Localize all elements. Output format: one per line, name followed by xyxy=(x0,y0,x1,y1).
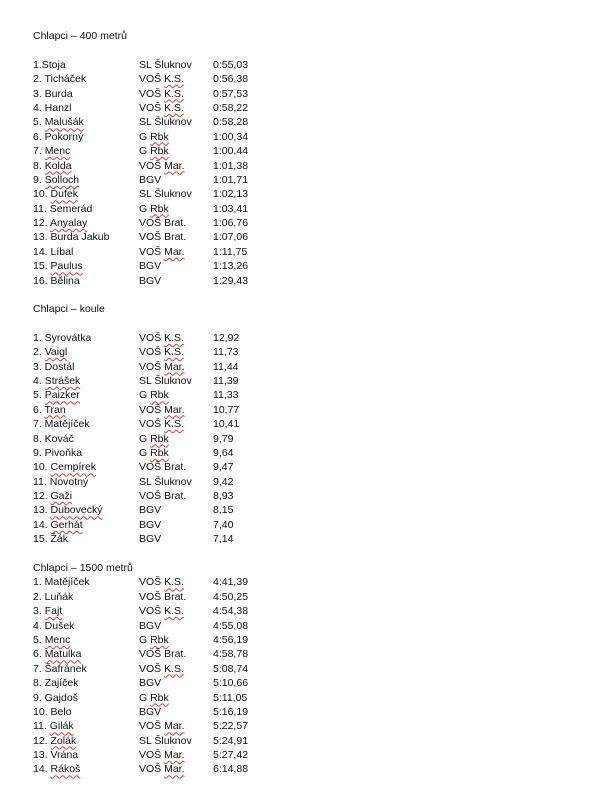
result-row xyxy=(33,575,293,589)
result-row xyxy=(33,604,293,618)
athlete-name: 3. Burda xyxy=(33,87,73,100)
athlete-name: 13. Burda Jakub xyxy=(33,231,110,244)
result-row xyxy=(33,619,293,633)
result-row xyxy=(33,403,293,417)
result-row xyxy=(33,633,293,647)
result-value: 11,44 xyxy=(213,360,239,373)
result-row xyxy=(33,58,293,72)
club-name: VOŠ Mar. xyxy=(139,720,185,733)
result-value: 5:22,57 xyxy=(213,720,249,733)
result-row xyxy=(33,274,293,288)
club-name: VOŠ Mar. xyxy=(139,245,185,258)
spacer xyxy=(33,316,293,330)
athlete-name: 11. Novotný xyxy=(33,475,89,488)
results-list xyxy=(33,331,293,547)
result-row xyxy=(33,432,293,446)
club-name: VOŠ K.S. xyxy=(139,331,184,344)
result-row xyxy=(33,676,293,690)
result-value: 7,14 xyxy=(213,533,234,546)
result-value: 10,77 xyxy=(213,403,240,416)
result-value: 9,42 xyxy=(213,475,234,488)
athlete-name: 4. Hanzl xyxy=(33,101,72,114)
result-value: 1:01,38 xyxy=(213,159,249,172)
result-row xyxy=(33,259,293,273)
club-name: G Rbk xyxy=(139,432,169,445)
results-1500m xyxy=(33,561,293,777)
club-name: VOŠ Mar. xyxy=(139,159,185,172)
results-shot-put xyxy=(33,302,293,547)
result-row xyxy=(33,489,293,503)
result-row xyxy=(33,388,293,402)
club-name: G Rbk xyxy=(139,130,169,143)
result-row xyxy=(33,187,293,201)
result-value: 4:55,08 xyxy=(213,619,249,632)
club-name: VOŠ Mar. xyxy=(139,763,185,776)
result-value: 10,41 xyxy=(213,418,240,431)
result-value: 5:27,42 xyxy=(213,749,249,762)
club-name: BGV xyxy=(139,504,162,517)
club-name: G Rbk xyxy=(139,202,169,215)
athlete-name: 8. Kováč xyxy=(33,432,74,445)
club-name: BGV xyxy=(139,274,162,287)
result-value: 11,73 xyxy=(213,346,239,359)
athlete-name: 8. Zajíček xyxy=(33,677,79,690)
athlete-name: 2. Luňák xyxy=(33,590,74,603)
result-value: 9,79 xyxy=(213,432,234,445)
club-name: VOŠ K.S. xyxy=(139,418,184,431)
club-name: VOŠ K.S. xyxy=(139,73,184,86)
club-name: BGV xyxy=(139,705,162,718)
athlete-name: 12. Gaži xyxy=(33,490,73,503)
club-name: BGV xyxy=(139,173,162,186)
club-name: VOŠ K.S. xyxy=(139,87,184,100)
athlete-name: 1. Matějíček xyxy=(33,576,90,589)
athlete-name: 9. Gajdoš xyxy=(33,691,78,704)
athlete-name: 7. Menc xyxy=(33,145,71,158)
athlete-name: 16. Bělina xyxy=(33,274,80,287)
athlete-name: 14. Rákoš xyxy=(33,763,81,776)
result-value: 7,40 xyxy=(213,518,234,531)
club-name: BGV xyxy=(139,260,162,273)
result-value: 8,15 xyxy=(213,504,234,517)
results-list xyxy=(33,575,293,776)
club-name: G Rbk xyxy=(139,389,169,402)
athlete-name: 9. Pivoňka xyxy=(33,446,83,459)
club-name: VOŠ Brat. xyxy=(139,461,187,474)
result-row xyxy=(33,216,293,230)
result-value: 1:07,06 xyxy=(213,231,249,244)
club-name: VOŠ Brat. xyxy=(139,490,187,503)
athlete-name: 3. Fajt xyxy=(33,605,63,618)
club-name: VOŠ Mar. xyxy=(139,749,185,762)
club-name: G Rbk xyxy=(139,633,169,646)
club-name: SL Šluknov xyxy=(139,734,192,747)
result-value: 0:55,03 xyxy=(213,58,249,71)
club-name: SL Šluknov xyxy=(139,188,192,201)
result-row xyxy=(33,532,293,546)
athlete-name: 5. Malušák xyxy=(33,116,84,129)
club-name: G Rbk xyxy=(139,145,169,158)
result-value: 1:13,26 xyxy=(213,260,249,273)
result-row xyxy=(33,202,293,216)
result-value: 0:58,28 xyxy=(213,116,249,129)
athlete-name: 6. Tran xyxy=(33,403,66,416)
club-name: VOŠ K.S. xyxy=(139,662,184,675)
result-row xyxy=(33,159,293,173)
result-row xyxy=(33,460,293,474)
club-name: SL Šluknov xyxy=(139,58,192,71)
result-value: 9,64 xyxy=(213,446,234,459)
athlete-name: 10. Dufek xyxy=(33,188,78,201)
club-name: VOŠ Brat. xyxy=(139,217,187,230)
athlete-name: 13. Dubovecký xyxy=(33,504,103,517)
club-name: G Rbk xyxy=(139,446,169,459)
result-value: 4:54,38 xyxy=(213,605,249,618)
athlete-name: 3. Dostál xyxy=(33,360,75,373)
result-value: 4:50,25 xyxy=(213,590,249,603)
club-name: VOŠ Mar. xyxy=(139,360,185,373)
result-value: 5:10,66 xyxy=(213,677,249,690)
result-value: 12,92 xyxy=(213,331,240,344)
club-name: VOŠ Brat. xyxy=(139,231,187,244)
athlete-name: 1. Syrovátka xyxy=(33,331,92,344)
athlete-name: 14. Líbal xyxy=(33,245,74,258)
athlete-name: 11. Semerád xyxy=(33,202,93,215)
section-heading: Chlapci – 400 metrů xyxy=(33,30,127,42)
athlete-name: 2. Vaigl xyxy=(33,346,68,359)
result-row xyxy=(33,374,293,388)
section-heading: Chlapci – 1500 metrů xyxy=(33,562,133,574)
result-value: 0:56,38 xyxy=(213,73,249,86)
result-row xyxy=(33,475,293,489)
result-value: 4:58,78 xyxy=(213,648,249,661)
club-name: VOŠ Brat. xyxy=(139,590,187,603)
result-row xyxy=(33,345,293,359)
result-value: 9,47 xyxy=(213,461,234,474)
result-row xyxy=(33,691,293,705)
result-row xyxy=(33,360,293,374)
result-value: 11,39 xyxy=(213,374,239,387)
club-name: BGV xyxy=(139,677,162,690)
result-row xyxy=(33,590,293,604)
athlete-name: 10. Cempírek xyxy=(33,461,97,474)
result-row xyxy=(33,647,293,661)
result-value: 5:11,05 xyxy=(213,691,248,704)
club-name: BGV xyxy=(139,518,162,531)
result-row xyxy=(33,518,293,532)
athlete-name: 14. Gerhát xyxy=(33,518,83,531)
club-name: BGV xyxy=(139,619,162,632)
club-name: BGV xyxy=(139,533,162,546)
result-row xyxy=(33,719,293,733)
result-value: 11,33 xyxy=(213,389,239,402)
athlete-name: 13. Vrána xyxy=(33,749,79,762)
section-heading: Chlapci – koule xyxy=(33,303,105,315)
athlete-name: 10. Belo xyxy=(33,705,72,718)
result-row xyxy=(33,144,293,158)
result-row xyxy=(33,331,293,345)
result-row xyxy=(33,662,293,676)
club-name: VOŠ Mar. xyxy=(139,403,185,416)
result-row xyxy=(33,101,293,115)
club-name: VOŠ K.S. xyxy=(139,101,184,114)
result-value: 0:57,53 xyxy=(213,87,249,100)
club-name: SL Šluknov xyxy=(139,116,192,129)
result-row xyxy=(33,130,293,144)
result-value: 1:02,13 xyxy=(213,188,249,201)
athlete-name: 5. Menc xyxy=(33,633,71,646)
results-400m xyxy=(33,29,293,288)
result-row xyxy=(33,446,293,460)
club-name: VOŠ K.S. xyxy=(139,605,184,618)
result-row xyxy=(33,762,293,776)
athlete-name: 9. Solloch xyxy=(33,173,80,186)
results-list xyxy=(33,58,293,288)
athlete-name: 5. Paizker xyxy=(33,389,80,402)
result-row xyxy=(33,87,293,101)
athlete-name: 8. Kolda xyxy=(33,159,72,172)
result-row xyxy=(33,705,293,719)
athlete-name: 6. Pokorný xyxy=(33,130,84,143)
spacer xyxy=(33,43,293,57)
result-value: 1:00,34 xyxy=(213,130,249,143)
club-name: VOŠ Brat. xyxy=(139,648,187,661)
result-value: 8,93 xyxy=(213,490,234,503)
athlete-name: 1.Stoja xyxy=(33,58,66,71)
result-value: 6:14,88 xyxy=(213,763,249,776)
athlete-name: 15. Žák xyxy=(33,533,69,546)
result-row xyxy=(33,748,293,762)
athlete-name: 11. Gilák xyxy=(33,720,74,733)
result-value: 5:24,91 xyxy=(213,734,249,747)
result-value: 1:01,71 xyxy=(213,173,249,186)
club-name: SL Šluknov xyxy=(139,374,192,387)
athlete-name: 7. Matějíček xyxy=(33,418,90,431)
result-value: 1:03,41 xyxy=(213,202,249,215)
result-row xyxy=(33,72,293,86)
result-value: 4:56,19 xyxy=(213,633,249,646)
club-name: VOŠ K.S. xyxy=(139,576,184,589)
athlete-name: 15. Paulus xyxy=(33,260,83,273)
result-value: 1:00,44 xyxy=(213,145,249,158)
athlete-name: 12. Anyalay xyxy=(33,217,88,230)
club-name: G Rbk xyxy=(139,691,169,704)
athlete-name: 7. Šafránek xyxy=(33,662,87,675)
result-row xyxy=(33,503,293,517)
result-value: 5:16,19 xyxy=(213,705,249,718)
result-row xyxy=(33,230,293,244)
athlete-name: 6. Matulka xyxy=(33,648,82,661)
result-value: 1:06,76 xyxy=(213,217,249,230)
athlete-name: 12. Zolák xyxy=(33,734,77,747)
athlete-name: 4. Strášek xyxy=(33,374,81,387)
athlete-name: 2. Ticháček xyxy=(33,73,87,86)
result-value: 1:29,43 xyxy=(213,274,249,287)
result-value: 1:11,75 xyxy=(213,245,248,258)
result-row xyxy=(33,115,293,129)
result-row xyxy=(33,734,293,748)
club-name: SL Šluknov xyxy=(139,475,192,488)
club-name: VOŠ K.S. xyxy=(139,346,184,359)
athlete-name: 4. Dušek xyxy=(33,619,75,632)
result-value: 5:08,74 xyxy=(213,662,249,675)
result-value: 4:41,39 xyxy=(213,576,249,589)
result-row xyxy=(33,245,293,259)
result-row xyxy=(33,417,293,431)
result-value: 0:58,22 xyxy=(213,101,249,114)
result-row xyxy=(33,173,293,187)
